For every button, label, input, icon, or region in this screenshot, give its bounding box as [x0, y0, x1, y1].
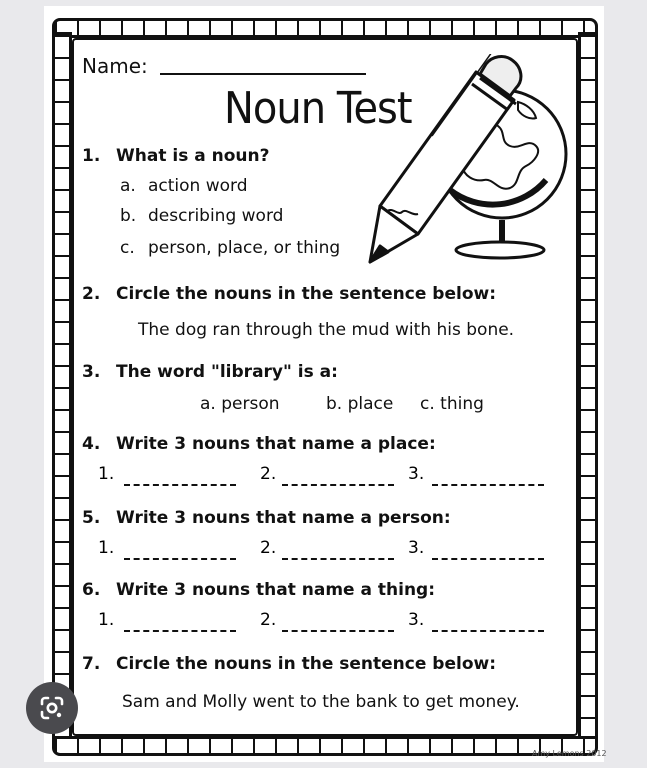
question-3-option-b: b. place [326, 394, 394, 414]
question-1-option-c: person, place, or thing [148, 238, 341, 258]
answer-blank[interactable] [432, 630, 544, 632]
answer-blank[interactable] [432, 484, 544, 486]
pencil-and-globe-icon [368, 54, 580, 268]
question-4-answer-blanks [98, 464, 550, 488]
question-5-text: Write 3 nouns that name a person: [116, 508, 451, 528]
question-2-sentence: The dog ran through the mud with his bone. [138, 320, 515, 340]
question-1-number: 1. [82, 146, 101, 166]
blank-label-1: 1. [98, 464, 115, 484]
question-6-answer-blanks [98, 610, 550, 634]
name-blank-line [160, 73, 366, 75]
ruler-border-bottom [52, 736, 598, 756]
answer-blank[interactable] [282, 484, 394, 486]
answer-blank[interactable] [282, 558, 394, 560]
question-6-text: Write 3 nouns that name a thing: [116, 580, 436, 600]
blank-label-2: 2. [260, 538, 277, 558]
blank-label-1: 1. [98, 610, 115, 630]
answer-blank[interactable] [432, 558, 544, 560]
question-6-number: 6. [82, 580, 101, 600]
question-7-sentence: Sam and Molly went to the bank to get money. [122, 692, 520, 712]
blank-label-3: 3. [408, 464, 425, 484]
ruler-border-top [52, 18, 598, 38]
answer-blank[interactable] [124, 484, 236, 486]
blank-label-2: 2. [260, 464, 277, 484]
question-2-text: Circle the nouns in the sentence below: [116, 284, 497, 304]
ruler-border-right [578, 32, 598, 742]
question-3-text: The word "library" is a: [116, 362, 338, 382]
question-1-text: What is a noun? [116, 146, 270, 166]
answer-blank[interactable] [124, 558, 236, 560]
question-1-option-c-letter: c. [120, 238, 135, 258]
question-1-option-b: describing word [148, 206, 284, 226]
blank-label-3: 3. [408, 610, 425, 630]
blank-label-3: 3. [408, 538, 425, 558]
question-7-number: 7. [82, 654, 101, 674]
question-1-option-a: action word [148, 176, 248, 196]
ruler-border-left [52, 32, 72, 742]
page-title: Noun Test [224, 84, 412, 134]
answer-blank[interactable] [282, 630, 394, 632]
question-5-number: 5. [82, 508, 101, 528]
question-5-answer-blanks [98, 538, 550, 562]
author-credit: Amy Lemons 2012 [532, 749, 607, 758]
blank-label-1: 1. [98, 538, 115, 558]
question-4-text: Write 3 nouns that name a place: [116, 434, 436, 454]
question-7-text: Circle the nouns in the sentence below: [116, 654, 497, 674]
question-1-option-b-letter: b. [120, 206, 137, 226]
question-1-option-a-letter: a. [120, 176, 136, 196]
question-4-number: 4. [82, 434, 101, 454]
question-3-option-c: c. thing [420, 394, 484, 414]
blank-label-2: 2. [260, 610, 277, 630]
google-lens-button[interactable] [26, 682, 78, 734]
google-lens-icon [39, 695, 65, 721]
question-3-number: 3. [82, 362, 101, 382]
question-3-option-a: a. person [200, 394, 280, 414]
question-2-number: 2. [82, 284, 101, 304]
name-label: Name: [82, 54, 148, 78]
answer-blank[interactable] [124, 630, 236, 632]
